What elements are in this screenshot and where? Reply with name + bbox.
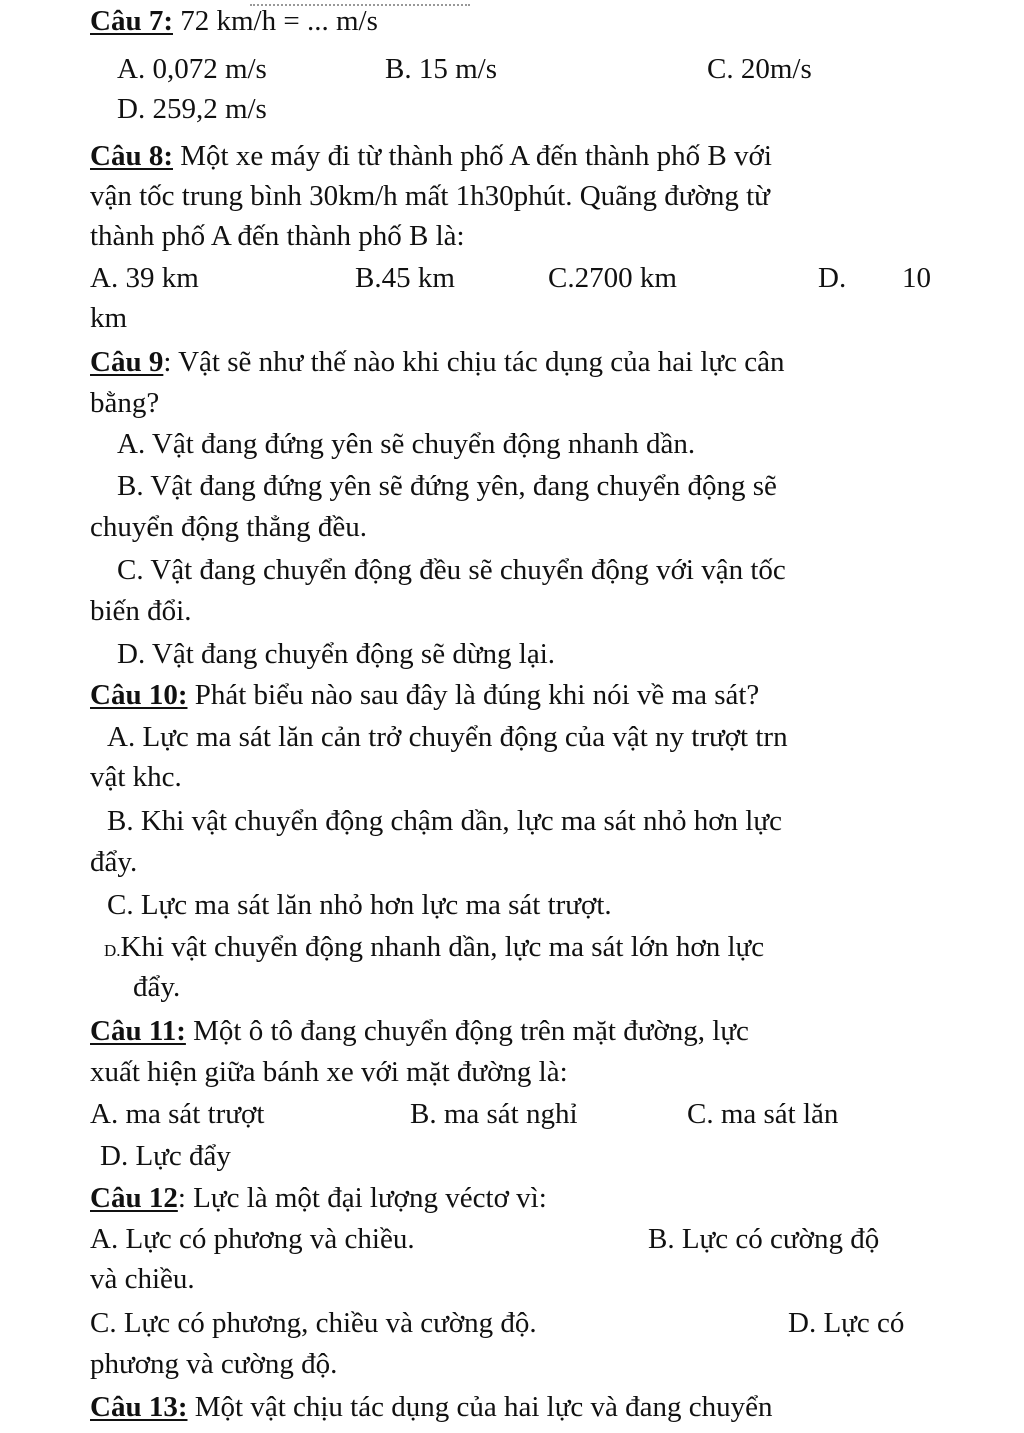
question-13-label: Câu 13:	[90, 1391, 188, 1423]
question-11-label: Câu 11:	[90, 1015, 186, 1047]
question-12-option-a: A. Lực có phương và chiều.	[90, 1223, 415, 1255]
question-10-label: Câu 10:	[90, 679, 188, 711]
question-10-option-b-line-1: B. Khi vật chuyển động chậm dần, lực ma sát nhỏ hơn lực	[107, 805, 782, 837]
question-7-option-d: D. 259,2 m/s	[117, 93, 267, 125]
question-10-option-a-line-2: vật khc.	[90, 761, 182, 793]
question-11-option-b: B. ma sát nghỉ	[410, 1098, 578, 1130]
question-9-stem-line-1: Câu 9: Vật sẽ như thế nào khi chịu tác dụng của hai lực cân	[90, 346, 785, 378]
question-7-option-b: B. 15 m/s	[385, 53, 497, 85]
question-8-option-c: C.2700 km	[548, 262, 677, 294]
question-9-label: Câu 9	[90, 346, 164, 378]
question-11-option-c: C. ma sát lăn	[687, 1098, 839, 1130]
question-8-label: Câu 8:	[90, 140, 173, 172]
question-9-option-b-line-1: B. Vật đang đứng yên sẽ đứng yên, đang chuyển động sẽ	[117, 470, 777, 502]
question-10-stem: Câu 10: Phát biểu nào sau đây là đúng khi nói về ma sát?	[90, 679, 760, 711]
question-8-option-d-value: 10	[902, 262, 931, 294]
question-7-label: Câu 7:	[90, 5, 173, 37]
question-10-option-a-line-1: A. Lực ma sát lăn cản trở chuyển động của vật ny trượt trn	[107, 721, 788, 753]
question-8-option-b: B.45 km	[355, 262, 455, 294]
question-12-option-d-line-1: D. Lực có	[788, 1307, 905, 1339]
question-13-stem: Câu 13: Một vật chịu tác dụng của hai lực và đang chuyển	[90, 1391, 773, 1423]
question-12-stem: Câu 12: Lực là một đại lượng véctơ vì:	[90, 1182, 547, 1214]
question-8-stem-line-1: Câu 8: Một xe máy đi từ thành phố A đến thành phố B với	[90, 140, 772, 172]
question-12-option-b-line-1: B. Lực có cường độ	[648, 1223, 880, 1255]
question-9-option-c-line-2: biến đổi.	[90, 595, 192, 627]
question-12-option-b-line-2: và chiều.	[90, 1263, 195, 1295]
question-9-option-b-line-2: chuyển động thẳng đều.	[90, 511, 368, 543]
question-9-option-c-line-1: C. Vật đang chuyển động đều sẽ chuyển động với vận tốc	[117, 554, 786, 586]
question-10-option-c: C. Lực ma sát lăn nhỏ hơn lực ma sát trượt.	[107, 889, 612, 921]
question-8-option-d-unit: km	[90, 302, 128, 334]
question-12-option-c: C. Lực có phương, chiều và cường độ.	[90, 1307, 537, 1339]
question-8-option-a: A. 39 km	[90, 262, 199, 294]
question-10-option-d-line-2: đẩy.	[133, 971, 181, 1003]
question-11-option-a: A. ma sát trượt	[90, 1098, 265, 1130]
question-11-stem-line-1: Câu 11: Một ô tô đang chuyển động trên mặt đường, lực	[90, 1015, 749, 1047]
question-11-option-d: D. Lực đẩy	[100, 1140, 231, 1172]
question-7-option-c: C. 20m/s	[707, 53, 812, 85]
question-10-option-d-letter: D.	[104, 941, 121, 960]
question-8-option-d-letter: D.	[818, 262, 847, 294]
question-9-option-a: A. Vật đang đứng yên sẽ chuyển động nhanh dần.	[117, 428, 696, 460]
question-10-option-b-line-2: đẩy.	[90, 846, 138, 878]
question-9-stem-line-2: bằng?	[90, 387, 160, 419]
question-7-stem: Câu 7: 72 km/h = ... m/s	[90, 5, 378, 37]
question-12-label: Câu 12	[90, 1182, 178, 1214]
question-12-option-d-line-2: phương và cường độ.	[90, 1348, 338, 1380]
question-9-option-d: D. Vật đang chuyển động sẽ dừng lại.	[117, 638, 556, 670]
question-11-stem-line-2: xuất hiện giữa bánh xe với mặt đường là:	[90, 1056, 568, 1088]
question-8-stem-line-3: thành phố A đến thành phố B là:	[90, 220, 465, 252]
question-7-option-a: A. 0,072 m/s	[117, 53, 267, 85]
question-8-stem-line-2: vận tốc trung bình 30km/h mất 1h30phút. Quãng đường từ	[90, 180, 770, 212]
question-10-option-d-line-1: D.Khi vật chuyển động nhanh dần, lực ma sát lớn hơn lực	[104, 931, 765, 963]
